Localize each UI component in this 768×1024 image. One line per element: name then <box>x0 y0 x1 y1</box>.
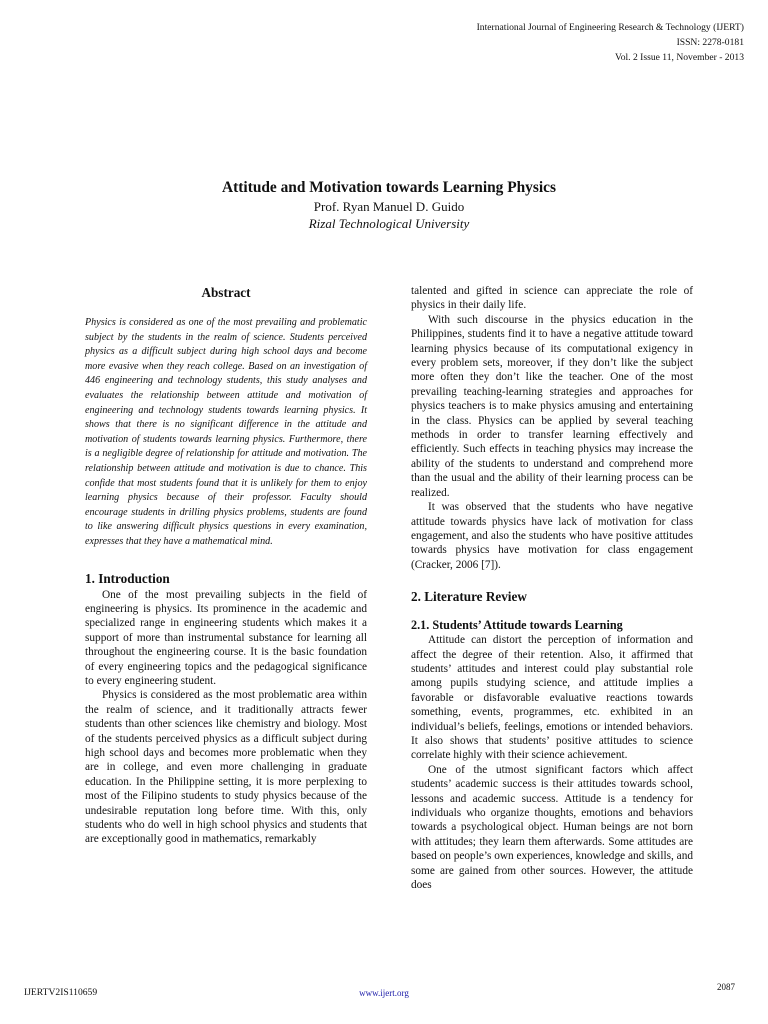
right-column <box>411 284 693 892</box>
journal-name: International Journal of Engineering Research & Technology (IJERT) <box>476 22 744 33</box>
introduction-paragraph-2: Physics is considered as the most problematic area within the realm of science, and it traditionally attracts fewer students than other sciences like chemistry and biology. Most of the students perceived physics as a difficult subject during high school days and becomes more problematic when they are in college, and even more challenging in graduate education. In the Philippine setting, it is more perplexing to most of the Filipino students to study physics because of the undesirable reputation long before time. With this, only students who do well in high school physics and students that are exceptionally good in mathematics, remarkably <box>85 689 367 846</box>
page-number: 2087 <box>717 982 735 992</box>
abstract-heading: Abstract <box>201 285 251 300</box>
introduction-heading: 1. Introduction <box>85 570 170 586</box>
paper-affiliation: Rizal Technological University <box>308 216 470 231</box>
paper-id: IJERTV2IS110659 <box>24 987 98 998</box>
literature-review-heading: 2. Literature Review <box>411 589 527 605</box>
title-block <box>0 178 768 233</box>
paper-title: Attitude and Motivation towards Learning Physics <box>222 179 556 196</box>
journal-volume: Vol. 2 Issue 11, November - 2013 <box>615 52 744 63</box>
paper-author: Prof. Ryan Manuel D. Guido <box>313 199 465 214</box>
journal-header <box>477 20 744 65</box>
introduction-paragraph-continued: talented and gifted in science can appreciate the role of physics in their daily life. <box>411 285 693 312</box>
literature-paragraph-2: One of the utmost significant factors which affect students’ academic success is their attitudes towards school, lessons and academic success. Attitude is a tendency for individuals who organize thoughts, emotions and behaviors towards a psychological object. Human beings are not born with attitudes; they learn them afterwards. Some attitudes are based on people’s own experiences, knowledge and skills, and some are gained from other sources. However, the attitude does <box>411 763 693 892</box>
subsection-heading: 2.1. Students’ Attitude towards Learning <box>411 618 623 633</box>
abstract-text: Physics is considered as one of the most prevailing and problematic subject by the students in the realm of science. Students perceived physics as a difficult subject during high school days and become more evasive when they reach college. Based on an investigation of 446 engineering and technology students, this study analyses and evaluates the relationship between attitude and motivation of engineering and technology students towards learning physics. It shows that there is no significant difference in the attitude and motivation of students towards learning physics. Furthermore, there is a negligible degree of relationship for attitude and motivation. The relationship between attitude and motivation is due to chance. This confide that most students found that it is unlikely for them to enjoy learning physics because of their professor. Faculty should encourage students in drilling physics problems, students are found to like answering difficult physics questions in every examination, expresses that they have a mathematical mind. <box>85 317 367 547</box>
literature-paragraph-1: Attitude can distort the perception of information and affect the degree of their retention. Also, it affirmed that students’ attitudes and interest could play substantial role among pupils studying science, and attitude implies a favorable or disfavorable evaluative reactions towards something, events, programmes, etc. exhibited in an individual’s beliefs, feelings, emotions or intended behaviors. It also shows that students’ positive attitudes to science correlate highly with their science achievement. <box>411 634 693 762</box>
journal-issn: ISSN: 2278-0181 <box>676 37 744 48</box>
website-link[interactable]: www.ijert.org <box>359 988 409 998</box>
introduction-paragraph-3: With such discourse in the physics education in the Philippines, students find it to have a negative attitude toward learning physics because of its computational exigency in every problem sets, moreover, if they don’t like the subject more often they don’t like the teacher. One of the most prevailing teaching-learning strategies and approaches for physics teachers is to make physics amusing and entertaining in the class. Physics can be applied by several teaching methods in order to transfer learning effectively and efficiently. Such effects in teaching physics may increase the ability of the students to understand and comprehend more than the usual and the ability of their learning process can be realized. <box>411 313 693 499</box>
left-column <box>85 284 367 847</box>
introduction-paragraph-1: One of the most prevailing subjects in the field of engineering is physics. Its prominence in the academic and specialized range in engineering students which makes it a support of more than instrumental substance for learning all throughout the engineering course. It is the basic foundation of every engineering topics and the pedagogical significance to every engineering student. <box>85 588 367 687</box>
introduction-paragraph-4: It was observed that the students who have negative attitude towards physics have lack of motivation for class engagement, and also the students who have positive attitudes towards physics have motivation for class engagement (Cracker, 2006 [7]). <box>411 501 693 571</box>
